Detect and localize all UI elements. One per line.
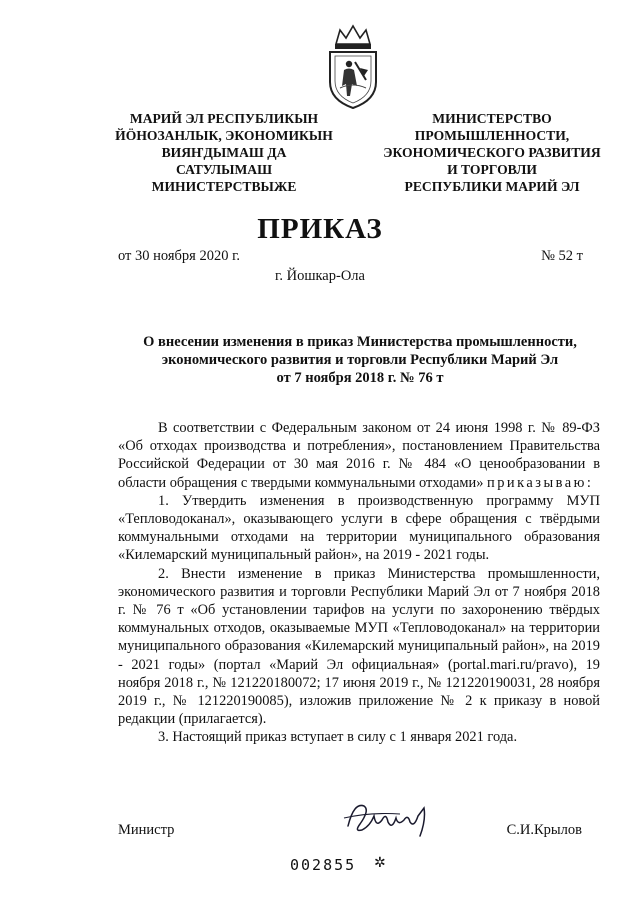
header-right-line: РЕСПУБЛИКИ МАРИЙ ЭЛ [404,179,580,194]
header-right-line: МИНИСТЕРСТВО [432,111,552,126]
order-item: 1. Утвердить изменения в производственную программу МУП «Тепловодоканал», оказывающего услуги в сфере обращения с твёрдыми коммунальными отходами на территории муниципального образования «Килемарский муниципальный район», на 2019 - 2021 годы. [118,492,600,564]
order-item: 3. Настоящий приказ вступает в силу с 1 января 2021 года. [158,729,518,746]
header-left-line: МИНИСТЕРСТВЫЖЕ [151,179,297,194]
header-right-line: ПРОМЫШЛЕННОСТИ, [414,128,570,143]
header-left-line: ВИЯҤДЫМАШ ДА [161,145,287,160]
serial-mark: ✲ [374,856,386,871]
coat-of-arms-icon [322,24,384,110]
subject-line: от 7 ноября 2018 г. № 76 т [276,370,444,386]
preamble-text: В соответствии с Федеральным законом от 24 июня 1998 г. № 89-ФЗ «Об отходах производства и потребления», постановлением Правительства Российской Федерации от 30 мая 2016 г. № 484 «О ценообразовании в области обращения с твердыми коммунальными отходами» [118,420,600,491]
header-left-ministry-mari [110,110,338,195]
order-word: приказываю: [487,474,594,491]
serial-number: 002855 [290,856,357,874]
signatory-name: С.И.Крылов [506,822,582,838]
header-left-line: ЙӦНОЗАНЛЫК, ЭКОНОМИКЫН [115,128,333,143]
order-item: 2. Внести изменение в приказ Министерства промышленности, экономического развития и торговли Республики Марий Эл от 7 ноября 2018 г. № 76 т «Об установлении тарифов на услуги по захоронению твёрдых коммунальных отходов, оказываемые МУП «Тепловодоканал» на территории муниципального образования «Килемарский муниципальный район», на 2019 - 2021 годы» (портал «Марий Эл официальная» (portal.mari.ru/pravo), 19 ноября 2018 г., № 121220180072; 17 июня 2019 г., № 121220190031, 28 ноября 2019 г., № 121220190085), изложив приложение № 2 к приказу в новой редакции (прилагается). [118,565,600,728]
header-right-line: ЭКОНОМИЧЕСКОГО РАЗВИТИЯ [383,145,601,160]
header-right-ministry-russian [372,110,612,195]
subject-line: экономического развития и торговли Республики Марий Эл [161,352,559,368]
document-date: от 30 ноября 2020 г. [118,248,241,264]
handwritten-signature-icon [340,796,440,844]
header-right-line: И ТОРГОВЛИ [447,162,537,177]
preamble-paragraph [118,419,600,492]
document-body [118,419,600,747]
subject-line: О внесении изменения в приказ Министерства промышленности, [143,334,577,350]
document-subject [120,333,600,387]
header-left-line: САТУЛЫМАШ [175,162,273,177]
document-city: г. Йошкар-Ола [275,268,365,284]
document-number: № 52 т [541,248,583,264]
document-title: ПРИКАЗ [257,213,383,245]
signatory-title: Министр [118,822,175,838]
header-left-line: МАРИЙ ЭЛ РЕСПУБЛИКЫН [129,111,319,126]
